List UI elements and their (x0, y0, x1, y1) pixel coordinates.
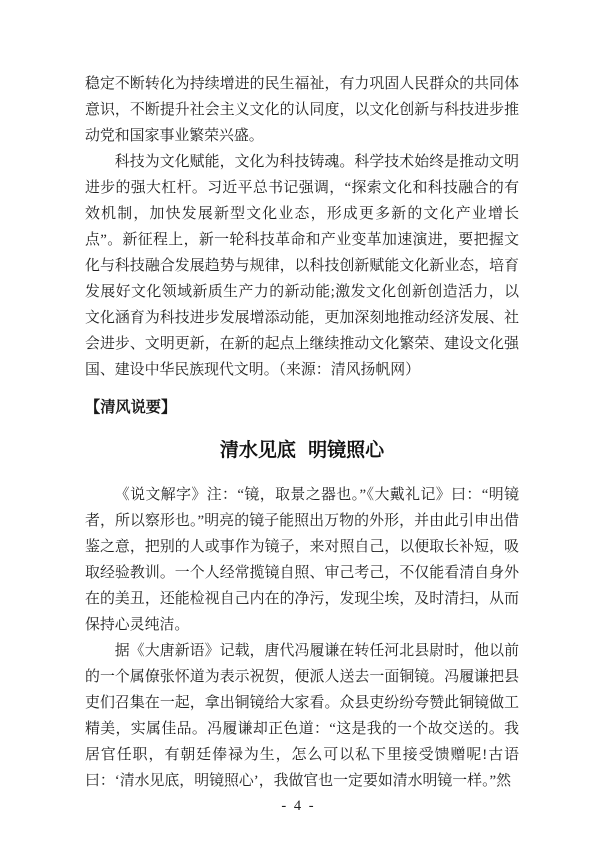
article-title: 清水见底 明镜照心 (219, 440, 385, 461)
article-paragraph: 《说文解字》注：“镜，取景之器也。”《大戴礼记》曰：“明镜者，所以察形也。”明亮的镜子能照出万物的外形，并由此引申出借鉴之意，把别的人或事作为镜子，来对照自己，以便取长补短，吸取经验教训。一个人经常揽镜自照、审己考己，不仅能看清自身外在的美丑，还能检视自己内在的净污，发现尘埃，及时清扫，从而保持心灵纯洁。 (85, 487, 519, 633)
body-paragraph-continued: 稳定不断转化为持续增进的民生福祉，有力巩固人民群众的共同体意识，不断提升社会主义文化的认同度，以文化创新与科技进步推动党和国家事业繁荣兴盛。 (85, 76, 519, 144)
body-paragraph: 科技为文化赋能，文化为科技铸魂。科学技术始终是推动文明进步的强大杠杆。习近平总书记强调，“探索文化和科技融合的有效机制，加快发展新型文化业态，形成更多新的文化产业增长点”。新征程上，新一轮科技革命和产业变革加速演进，要把握文化与科技融合发展趋势与规律，以科技创新赋能文化新业态，培育发展好文化领域新质生产力的新动能;激发文化创新创造活力，以文化涵育为科技进步发展增添动能，更加深刻地推动经济发展、社会进步、文明更新，在新的起点上继续推动文化繁荣、建设文化强国、建设中华民族现代文明。（来源：清风扬帆网） (85, 154, 519, 378)
section-heading: 【清风说要】 (85, 399, 177, 416)
page-number: - 4 - (281, 798, 316, 814)
article-paragraph: 据《大唐新语》记载，唐代冯履谦在转任河北县尉时，他以前的一个属僚张怀道为表示祝贺，便派人送去一面铜镜。冯履谦把县吏们召集在一起，拿出铜镜给大家看。众县吏纷纷夸赞此铜镜做工精美，实属佳品。冯履谦却正色道：“这是我的一个故交送的。我居官任职，有朝廷俸禄为生，怎么可以私下里接受馈赠呢!古语曰：‘清水见底，明镜照心’，我做官也一定要如清水明镜一样。”然 (85, 643, 519, 789)
